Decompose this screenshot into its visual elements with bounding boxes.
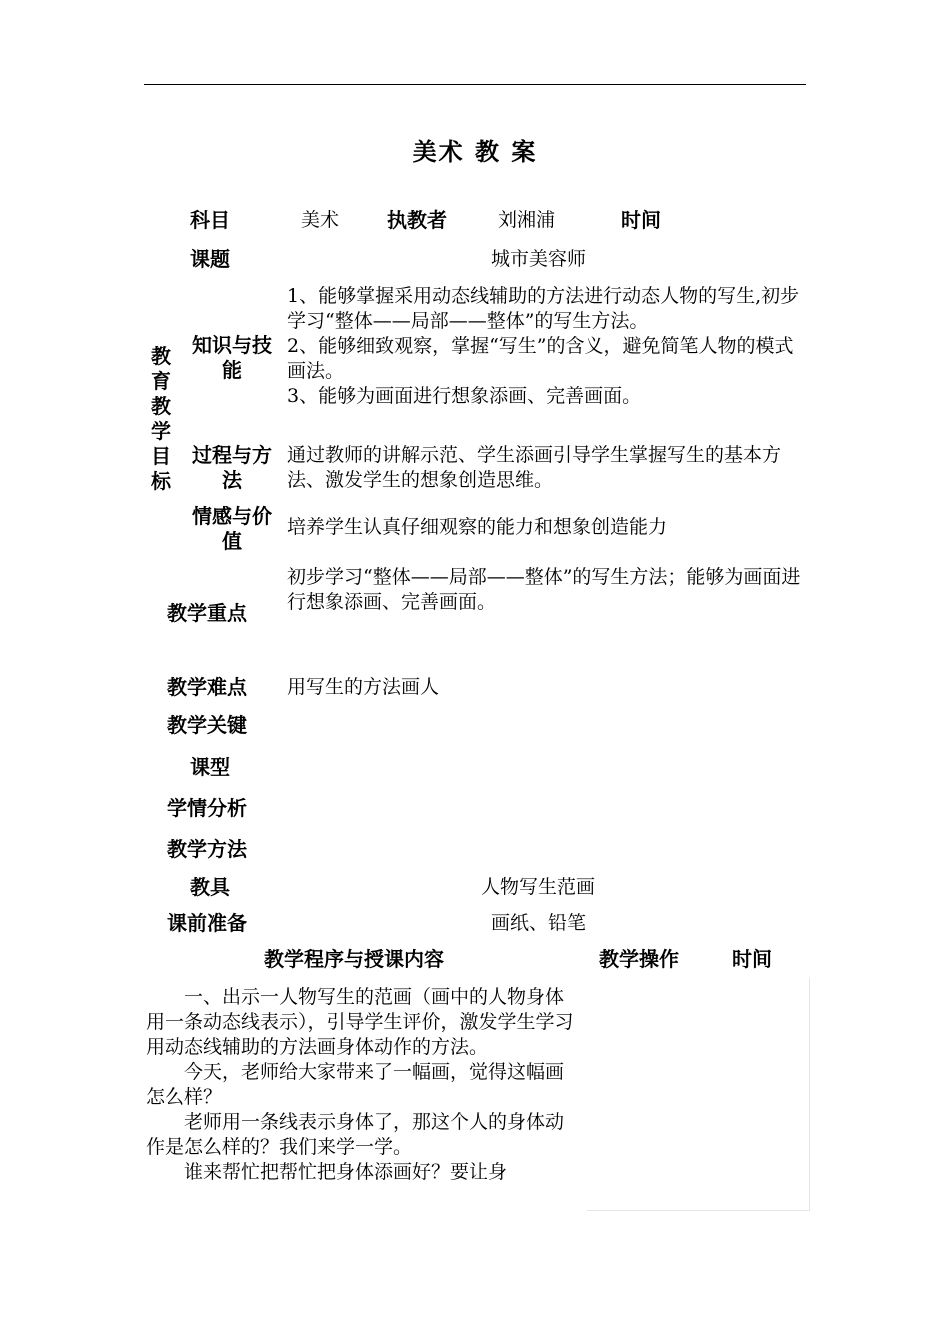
type-label: 课型 [190,755,230,779]
procedure-paragraph: 一、出示一人物写生的范画（画中的人物身体用一条动态线表示），引导学生评价，激发学生学习用动态线辅助的方法画身体动作的方法。 [146,986,574,1058]
goals-group-label: 教育教学目标 [151,344,171,493]
operation-cell [587,978,810,1211]
procedure-content [146,985,582,1185]
process-value: 通过教师的讲解示范、学生添画引导学生掌握写生的基本方法、激发学生的想象创造思维。 [287,444,782,491]
procedure-content-header: 教学程序与授课内容 [264,947,444,971]
knowledge-content [287,284,809,409]
time-label: 时间 [621,208,661,232]
procedure-time-header: 时间 [732,947,772,971]
subject-value: 美术 [301,209,340,231]
prep-value: 画纸、铅笔 [491,912,587,934]
procedure-paragraph: 谁来帮忙把帮忙把身体添画好？要让身 [184,1161,508,1183]
process-label: 过程与方法 [192,443,272,492]
tools-label: 教具 [190,875,230,899]
topic-value: 城市美容师 [491,248,587,270]
teacher-label: 执教者 [387,208,447,232]
key-label: 教学关键 [167,713,247,737]
subject-label: 科目 [190,208,230,232]
procedure-paragraph: 老师用一条线表示身体了，那这个人的身体动作是怎么样的？我们来学一学。 [146,1111,565,1158]
knowledge-label: 知识与技能 [192,333,272,382]
tools-value: 人物写生范画 [481,876,596,898]
analysis-label: 学情分析 [167,796,247,820]
key-point-label: 教学重点 [167,601,247,625]
teacher-value: 刘湘浦 [498,209,556,231]
procedure-paragraph: 今天，老师给大家带来了一幅画，觉得这幅画怎么样？ [146,1061,565,1108]
method-label: 教学方法 [167,837,247,861]
emotion-label: 情感与价值 [192,504,272,553]
knowledge-line: 3、能够为画面进行想象添画、完善画面。 [287,385,642,407]
header-rule [144,84,806,85]
knowledge-line: 2、能够细致观察，掌握“写生”的含义，避免简笔人物的模式画法。 [287,335,794,382]
document-title: 美术 教 案 [412,138,538,166]
topic-label: 课题 [190,247,230,271]
procedure-operation-header: 教学操作 [599,947,679,971]
difficulty-value: 用写生的方法画人 [287,676,440,698]
key-point-value: 初步学习“整体——局部——整体”的写生方法；能够为画面进行想象添画、完善画面。 [287,566,801,613]
emotion-value: 培养学生认真仔细观察的能力和想象创造能力 [287,516,668,538]
knowledge-line: 1、能够掌握采用动态线辅助的方法进行动态人物的写生,初步学习“整体——局部——整体”的写生方法。 [287,285,800,332]
prep-label: 课前准备 [167,911,247,935]
difficulty-label: 教学难点 [167,675,247,699]
